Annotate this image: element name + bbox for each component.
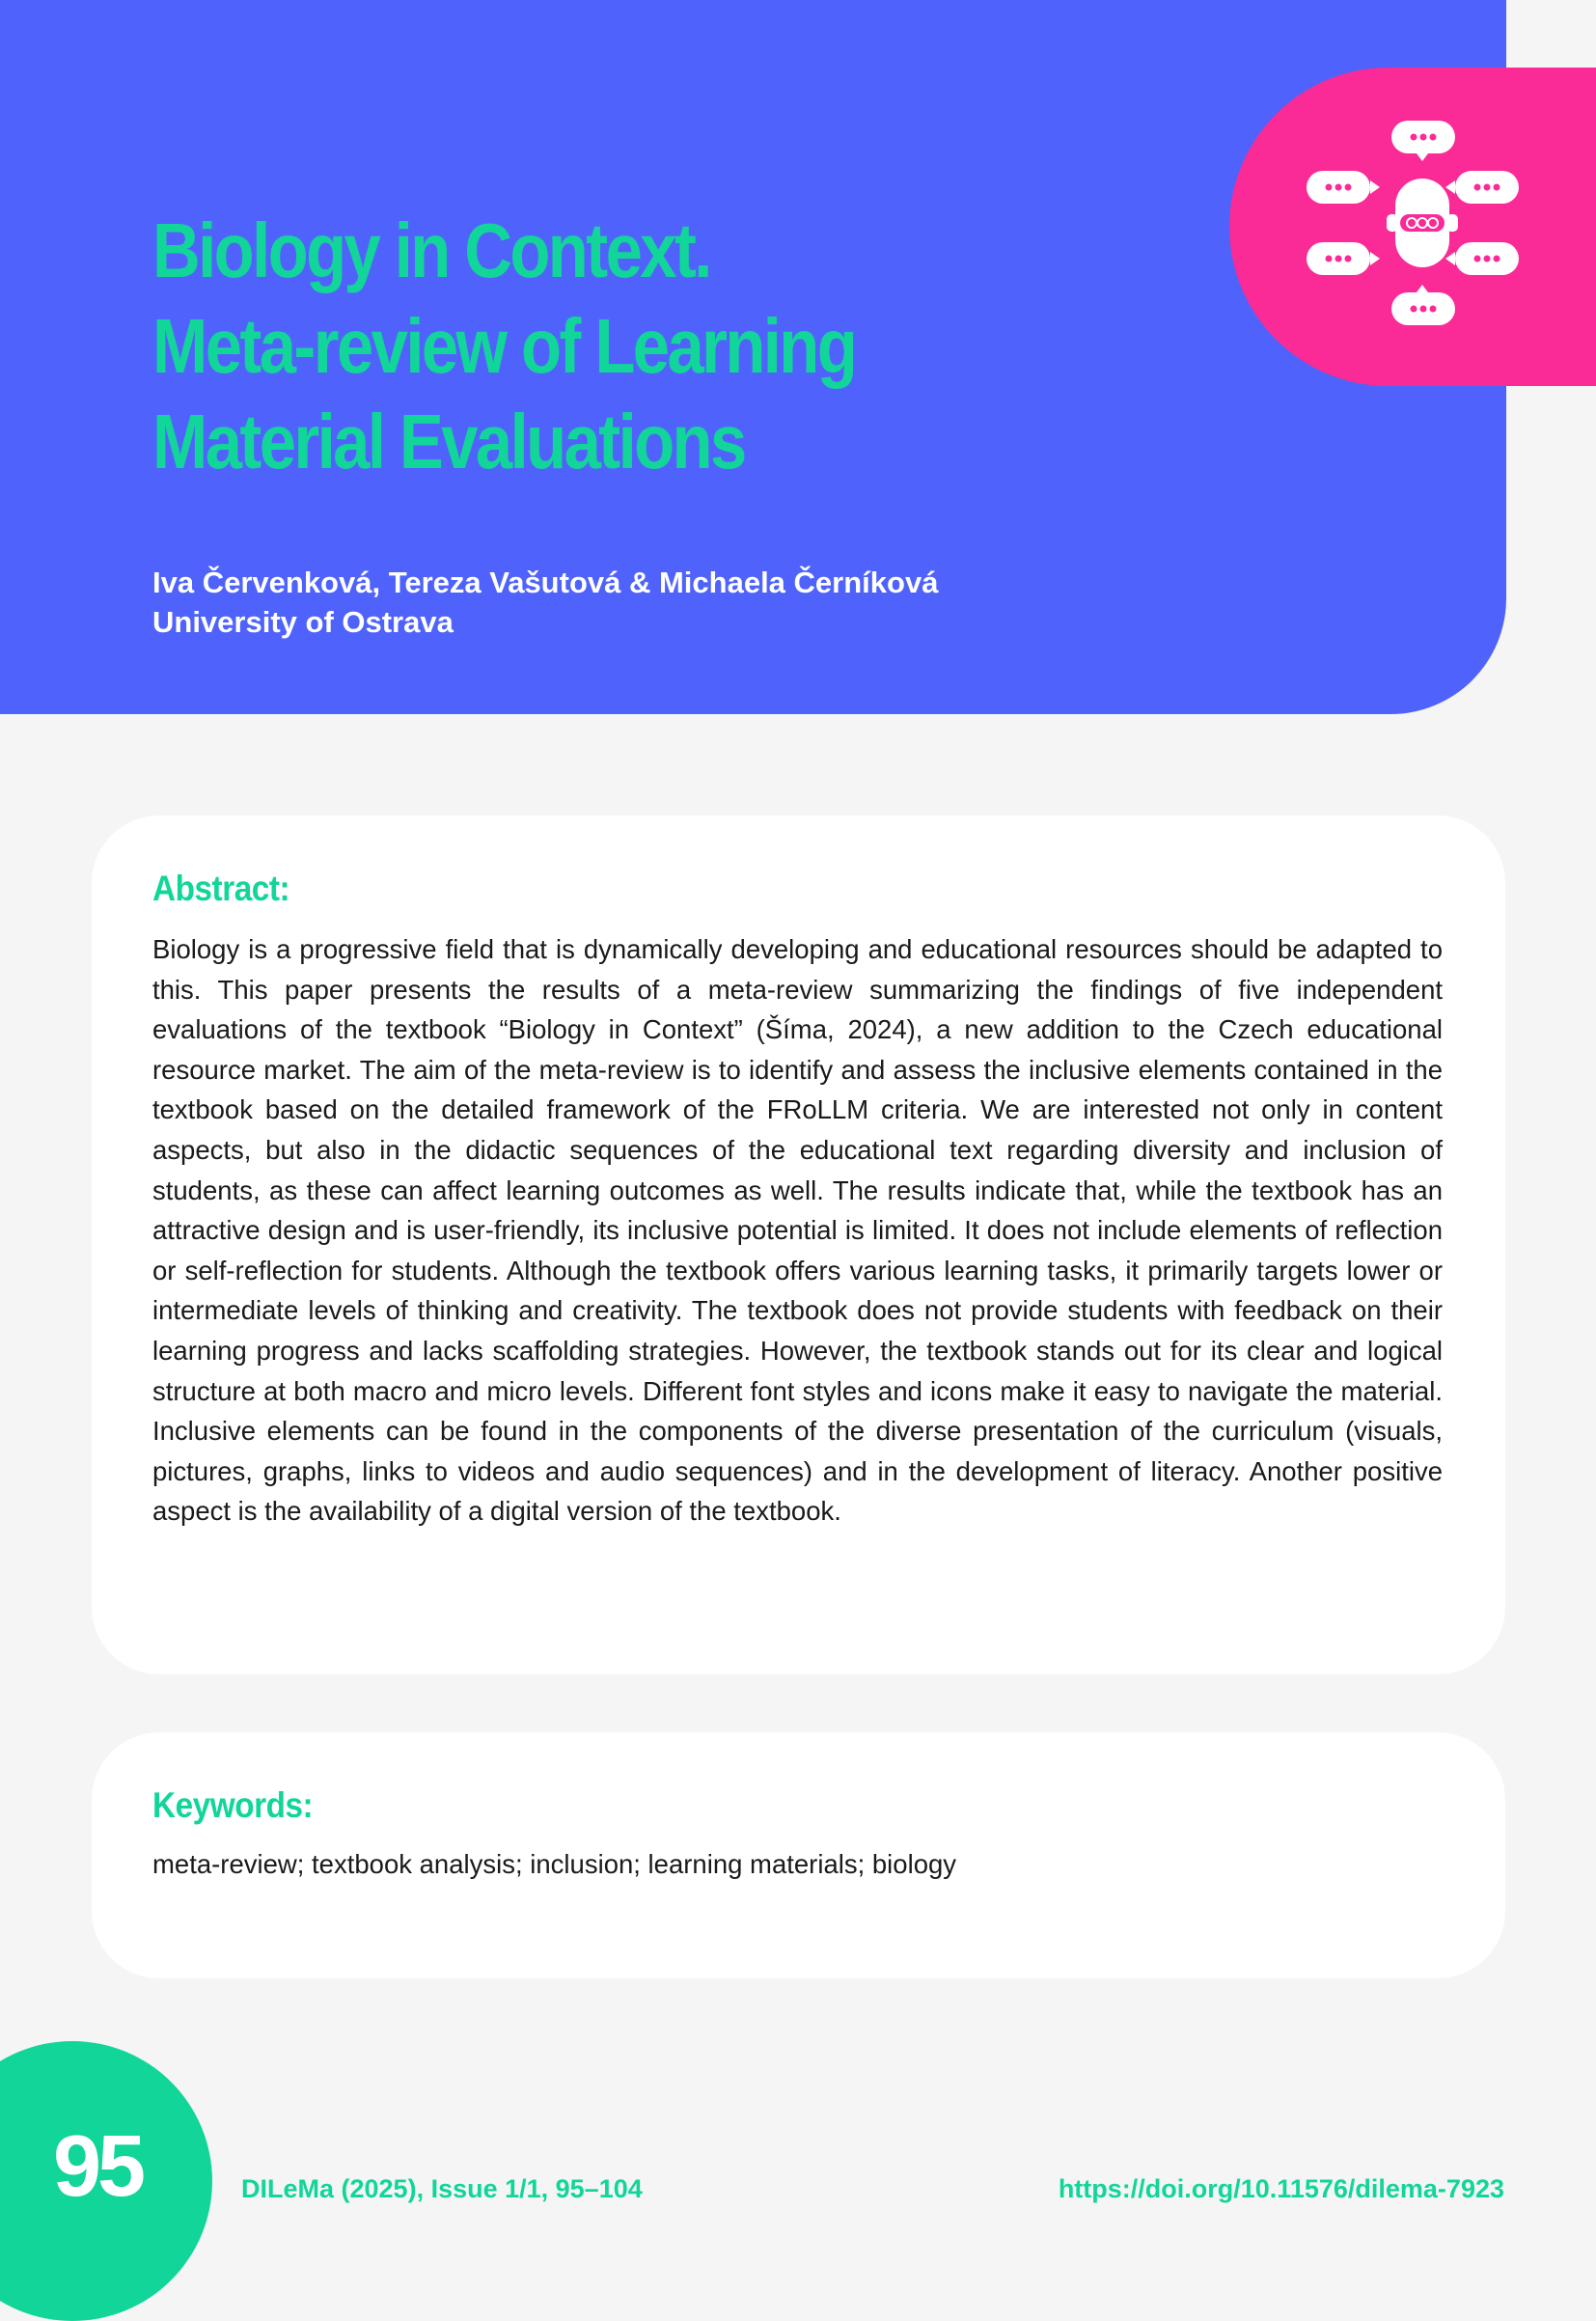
title-line-1: Biology in Context. <box>152 207 710 293</box>
abstract-heading: Abstract: <box>152 869 290 908</box>
journal-citation: DILeMa (2025), Issue 1/1, 95–104 <box>241 2174 643 2203</box>
keywords-card <box>92 1732 1505 1978</box>
header-banner <box>0 0 1506 714</box>
title-line-3: Material Evaluations <box>152 399 745 484</box>
doi-link[interactable]: https://doi.org/10.11576/dilema-7923 <box>1058 2174 1504 2203</box>
affiliation: University of Ostrava <box>152 605 454 639</box>
authors: Iva Červenková, Tereza Vašutová & Michaela Černíková <box>152 566 939 599</box>
keywords-heading: Keywords: <box>152 1785 314 1825</box>
page-number: 95 <box>53 2118 143 2215</box>
paper-title <box>152 203 1024 489</box>
abstract-text: Biology is a progressive field that is dynamically developing and educational resources should be adapted to this. This paper presents the results of a meta-review summarizing the findings of five independent evaluations of the textbook “Biology in Context” (Šíma, 2024), a new addition to the Czech educational resource market. The aim of the meta-review is to identify and assess the inclusive elements contained in the textbook based on the detailed framework of the FRoLLM criteria. We are interested not only in content aspects, but also in the didactic sequences of the educational text regarding diversity and inclusion of students, as these can affect learning outcomes as well. The results indicate that, while the textbook has an attractive design and is user-friendly, its inclusive potential is limited. It does not include elements of reflection or self-reflection for students. Although the textbook offers various learning tasks, it primarily targets lower or intermediate levels of thinking and creativity. The textbook does not provide students with feedback on their learning progress and lacks scaffolding strategies. However, the textbook stands out for its clear and logical structure at both macro and micro levels. Different font styles and icons make it easy to navigate the material. Inclusive elements can be found in the components of the diverse presentation of the curriculum (visuals, pictures, graphs, links to videos and audio sequences) and in the development of literacy. Another positive aspect is the availability of a digital version of the textbook. <box>152 934 1443 1527</box>
chat-bot-icon <box>1307 121 1519 333</box>
author-block <box>152 563 938 642</box>
abstract-card <box>92 815 1505 1674</box>
title-line-2: Meta-review of Learning <box>152 303 856 389</box>
category-badge <box>1229 68 1596 386</box>
keywords-text: meta-review; textbook analysis; inclusion; learning materials; biology <box>152 1849 957 1879</box>
